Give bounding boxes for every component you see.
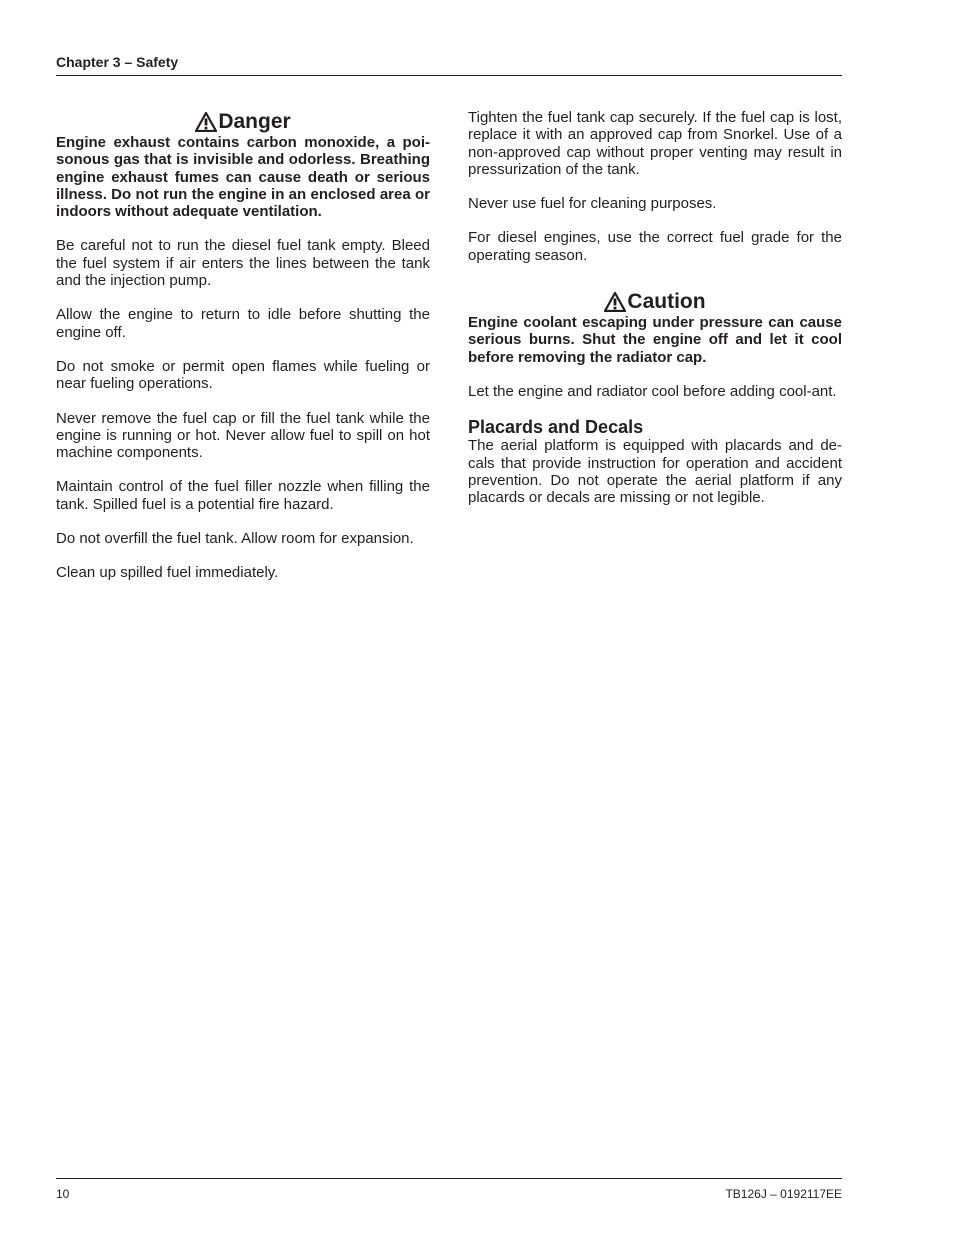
chapter-title: Chapter 3 – Safety xyxy=(56,54,179,70)
paragraph: Never use fuel for cleaning purposes. xyxy=(468,195,717,213)
footer-rule xyxy=(56,1178,842,1179)
caution-heading-label: Caution xyxy=(627,290,706,314)
danger-heading xyxy=(56,110,430,134)
left-column xyxy=(56,110,430,582)
paragraph: Be careful not to run the diesel fuel tank empty. Bleed the fuel system if air enters the lines between the tank and the injection pump. xyxy=(56,237,430,290)
paragraph: For diesel engines, use the correct fuel grade for the operating season. xyxy=(468,229,842,264)
paragraph: Tighten the fuel tank cap securely. If the fuel cap is lost, replace it with an approved cap from Snorkel. Use of a non-approved cap without proper venting may result in pressurization of the tank. xyxy=(468,109,842,178)
danger-heading-label: Danger xyxy=(218,110,291,133)
paragraph: Clean up spilled fuel immediately. xyxy=(56,564,279,582)
paragraph: Maintain control of the fuel filler nozzle when filling the tank. Spilled fuel is a potential fire hazard. xyxy=(56,478,430,513)
caution-text: Engine coolant escaping under pressure can cause serious burns. Shut the engine off and let it cool before removing the radiator cap. xyxy=(468,314,842,366)
document-id: TB126J – 0192117EE xyxy=(725,1187,842,1201)
warning-triangle-icon xyxy=(604,292,626,312)
header-rule xyxy=(56,75,842,76)
paragraph: Do not overfill the fuel tank. Allow room for expansion. xyxy=(56,530,414,548)
warning-triangle-icon xyxy=(195,112,217,132)
section-text: The aerial platform is equipped with placards and de-cals that provide instruction for operation and accident prevention. Do not operate the aerial platform if any placards or decals are missing or not legible. xyxy=(468,437,842,507)
paragraph: Do not smoke or permit open flames while fueling or near fueling operations. xyxy=(56,357,430,393)
paragraph: Never remove the fuel cap or fill the fuel tank while the engine is running or hot. Never allow fuel to spill on hot machine components. xyxy=(56,409,430,462)
danger-text: Engine exhaust contains carbon monoxide, a poi-sonous gas that is invisible and odorless. Breathing engine exhaust fumes can cause death or serious illness. Do not run the engine in an enclosed area or indoors without adequate ventilation. xyxy=(56,134,430,221)
section-heading: Placards and Decals xyxy=(468,417,644,438)
paragraph: Allow the engine to return to idle before shutting the engine off. xyxy=(56,306,430,341)
page-number: 10 xyxy=(56,1187,70,1201)
paragraph: Let the engine and radiator cool before adding cool-ant. xyxy=(468,382,837,400)
right-column xyxy=(468,109,842,506)
caution-heading xyxy=(468,290,842,314)
